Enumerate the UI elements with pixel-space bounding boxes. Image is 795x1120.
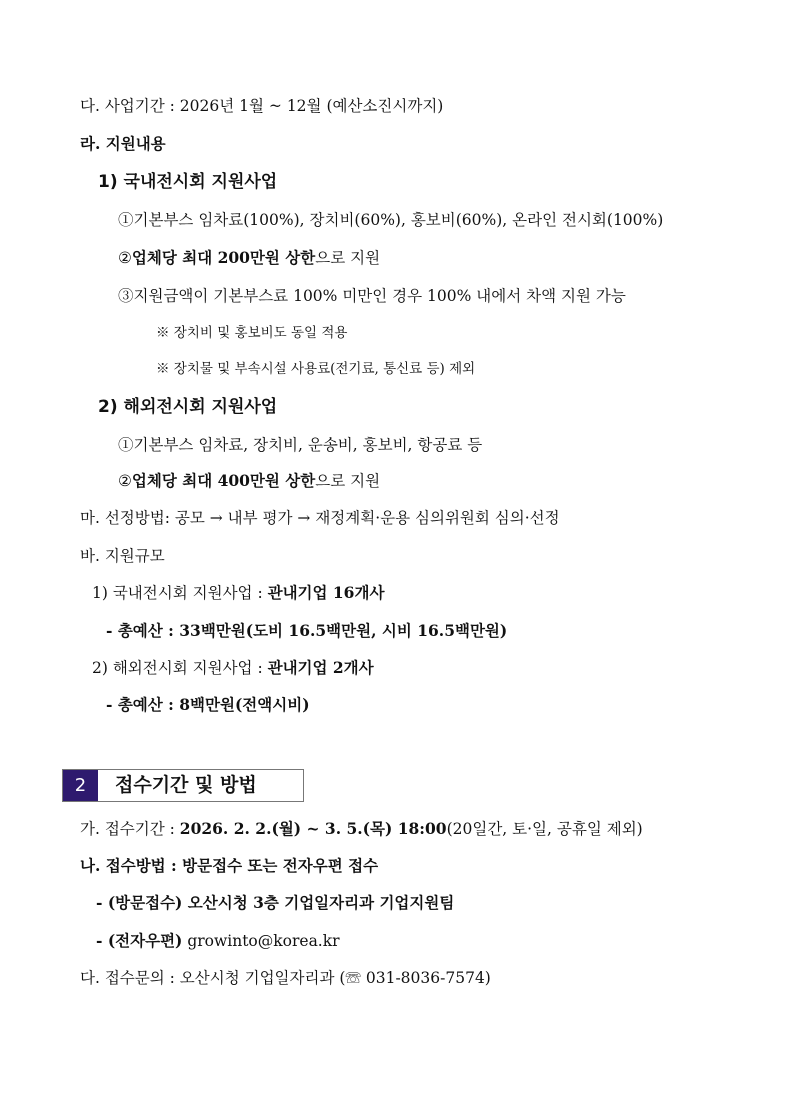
scale-domestic-value: 관내기업 16개사 — [267, 583, 385, 602]
domestic-item-2 — [118, 247, 380, 269]
receipt-period — [80, 818, 643, 840]
section-number-badge: 2 — [63, 770, 98, 801]
scale-overseas-label: 2) 해외전시회 지원사업 : — [92, 659, 268, 677]
domestic-note-2: ※ 장치물 및 부속시설 사용료(전기료, 통신료 등) 제외 — [156, 361, 476, 377]
scale-overseas-value: 관내기업 2개사 — [267, 658, 374, 677]
receipt-inquiry: 다. 접수문의 : 오산시청 기업일자리과 (☏ 031-8036-7574) — [80, 969, 491, 987]
receipt-period-note: (20일간, 토·일, 공휴일 제외) — [446, 820, 643, 838]
domestic-note-1: ※ 장치비 및 홍보비도 동일 적용 — [156, 325, 348, 341]
overseas-item-2 — [118, 470, 380, 492]
email-address: growinto@korea.kr — [187, 932, 340, 950]
receipt-visit: - (방문접수) 오산시청 3층 기업일자리과 기업지원팀 — [96, 893, 455, 912]
receipt-period-dates: 2026. 2. 2.(월) ~ 3. 5.(목) 18:00 — [179, 819, 447, 838]
scale-domestic — [92, 582, 384, 604]
support-content-heading: 라. 지원내용 — [80, 134, 166, 153]
overseas-cap-suffix: 으로 지원 — [315, 472, 381, 490]
receipt-email — [96, 930, 340, 952]
receipt-email-label: - (전자우편) — [96, 931, 183, 950]
domestic-cap-suffix: 으로 지원 — [315, 249, 381, 267]
scale-domestic-label: 1) 국내전시회 지원사업 : — [92, 584, 268, 602]
receipt-period-label: 가. 접수기간 : — [80, 820, 180, 838]
scale-overseas-budget: - 총예산 : 8백만원(전액시비) — [106, 695, 310, 714]
domestic-cap-text: 업체당 최대 200만원 상한 — [131, 248, 316, 267]
circled-number: ② — [118, 249, 132, 267]
support-scale-heading: 바. 지원규모 — [80, 547, 165, 565]
selection-method: 마. 선정방법: 공모 → 내부 평가 → 재정계획·운용 심의위원회 심의·선정 — [80, 509, 560, 527]
domestic-item-3: ③지원금액이 기본부스료 100% 미만인 경우 100% 내에서 차액 지원 가능 — [118, 287, 626, 305]
business-period: 다. 사업기간 : 2026년 1월 ~ 12월 (예산소진시까지) — [80, 97, 444, 115]
overseas-cap-text: 업체당 최대 400만원 상한 — [131, 471, 316, 490]
section-header — [62, 769, 304, 802]
scale-domestic-budget: - 총예산 : 33백만원(도비 16.5백만원, 시비 16.5백만원) — [106, 621, 508, 640]
overseas-exhibition-heading: 2) 해외전시회 지원사업 — [98, 397, 278, 417]
circled-number: ② — [118, 472, 132, 490]
overseas-item-1: ①기본부스 임차료, 장치비, 운송비, 홍보비, 항공료 등 — [118, 436, 483, 454]
domestic-exhibition-heading: 1) 국내전시회 지원사업 — [98, 172, 278, 192]
receipt-method: 나. 접수방법 : 방문접수 또는 전자우편 접수 — [80, 856, 379, 875]
scale-overseas — [92, 657, 374, 679]
section-title: 접수기간 및 방법 — [115, 774, 257, 796]
domestic-item-1: ①기본부스 임차료(100%), 장치비(60%), 홍보비(60%), 온라인 전시회(100%) — [118, 211, 664, 229]
